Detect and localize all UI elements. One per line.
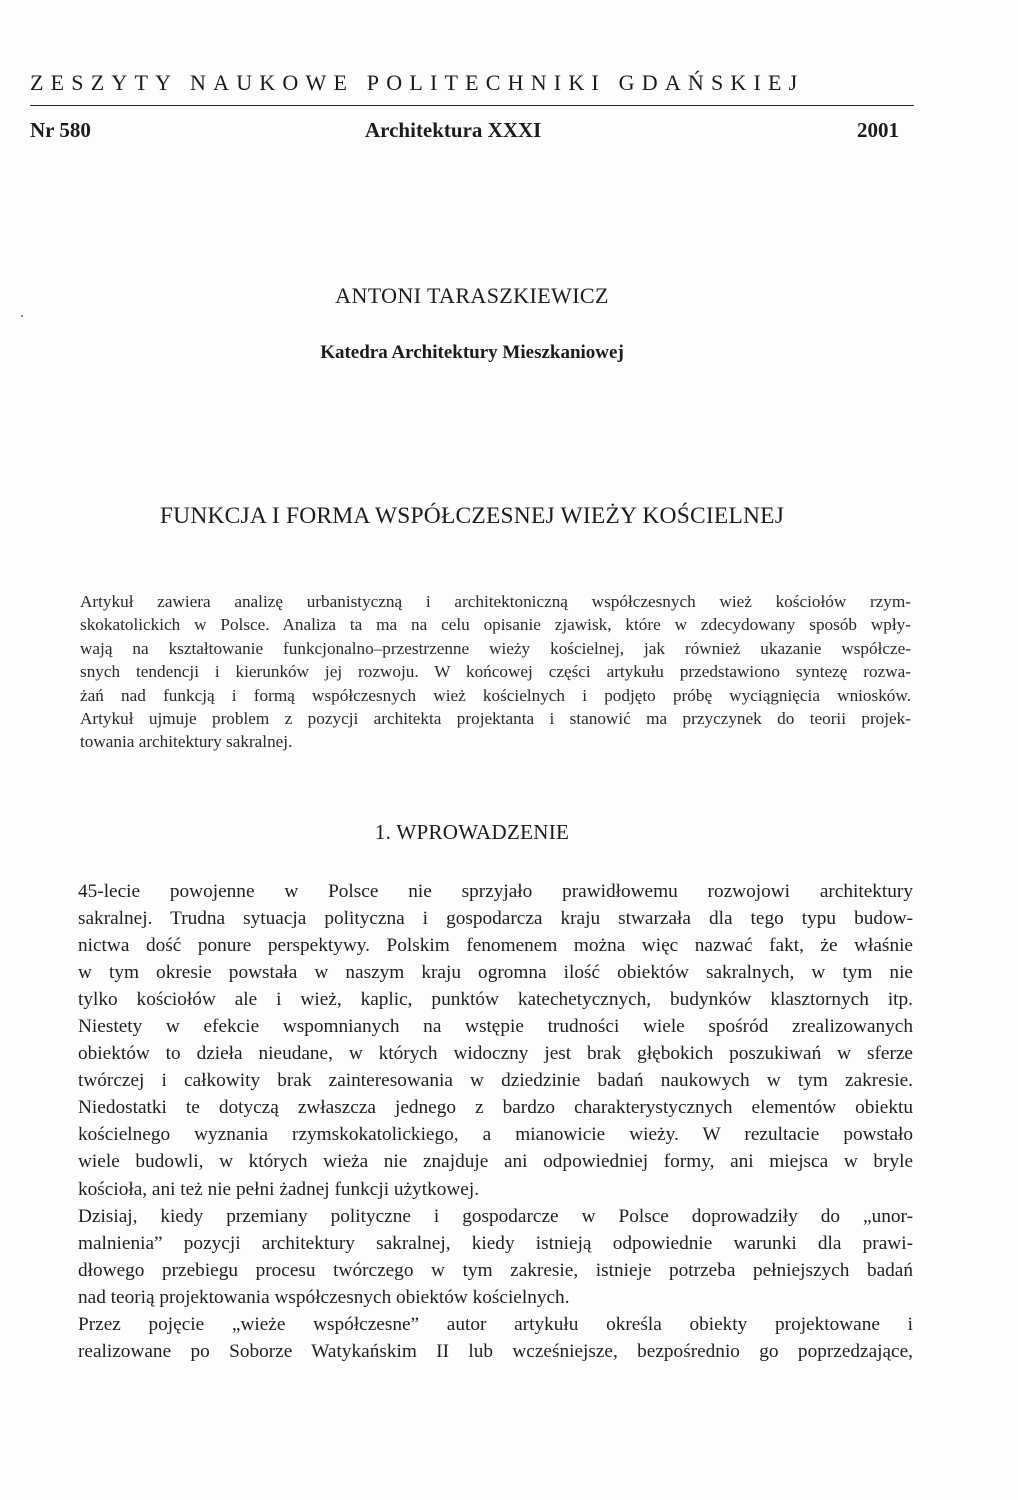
abstract-line: towania architektury sakralnej. bbox=[80, 732, 293, 752]
abstract-line: Artykuł zawiera analizę urbanistyczną i architektoniczną współczesnych wież kościołów rzym- bbox=[80, 592, 911, 611]
paragraph bbox=[78, 1203, 913, 1311]
abstract-line: snych tendencji i kierunków jej rozwoju. W końcowej części artykułu przedstawiono syntezę rozwa- bbox=[80, 662, 911, 682]
section-heading: 1. WPROWADZENIE bbox=[374, 820, 570, 844]
abstract-line: wają na kształtowanie funkcjonalno–przestrzenne wieży kościelnej, jak również ukazanie współcze- bbox=[80, 638, 911, 658]
abstract-line: żań nad funkcją i formą współczesnych wież kościelnych i podjęto próbę wyciągnięcia wniosków. bbox=[80, 685, 911, 705]
text-line: tylko kościołów ale i wież, kaplic, punktów katechetycznych, budynków klasztornych itp. bbox=[78, 989, 913, 1011]
text-line: kościoła, ani też nie pełni żadnej funkcji użytkowej. bbox=[78, 1178, 480, 1200]
abstract-line: Artykuł ujmuje problem z pozycji architekta projektanta i stanowić ma przyczynek do teorii projek- bbox=[80, 709, 911, 729]
author-department: Katedra Architektury Mieszkaniowej bbox=[320, 342, 624, 363]
text-line: Niestety w efekcie wspomnianych na wstępie trudności wiele spośród zrealizowanych bbox=[78, 1016, 913, 1038]
paragraph bbox=[78, 878, 913, 1203]
text-line: Przez pojęcie „wieże współczesne” autor artykułu określa obiekty projektowane i bbox=[78, 1313, 913, 1335]
text-line: obiektów to dzieła nieudane, w których widoczny jest brak głębokich poszukiwań w sferze bbox=[78, 1043, 913, 1065]
text-line: Niedostatki te dotyczą zwłaszcza jednego z bardzo charakterystycznych elementów obiektu bbox=[78, 1097, 913, 1119]
article-title: FUNKCJA I FORMA WSPÓŁCZESNEJ WIEŻY KOŚCIELNEJ bbox=[159, 503, 785, 529]
text-line: twórczej i całkowity brak zainteresowania w dziedzinie badań naukowych w tym zakresie. bbox=[78, 1070, 913, 1092]
text-line: sakralnej. Trudna sytuacja polityczna i gospodarcza kraju stwarzała dla tego typu budow- bbox=[78, 908, 913, 930]
author-name: ANTONI TARASZKIEWICZ bbox=[335, 283, 609, 308]
text-line: malnienia” pozycji architektury sakralnej, kiedy istnieją odpowiednie warunki dla prawi- bbox=[78, 1232, 913, 1254]
scan-speck bbox=[21, 315, 23, 317]
text-line: nictwa dość ponure perspektywy. Polskim fenomenem można więc nazwać fakt, że właśnie bbox=[78, 935, 913, 957]
abstract bbox=[80, 590, 911, 754]
body-text bbox=[78, 878, 913, 1365]
text-line: nad teorią projektowania współczesnych obiektów kościelnych. bbox=[78, 1286, 570, 1308]
issue-number: Nr 580 bbox=[30, 118, 91, 142]
series-name: Architektura XXXI bbox=[365, 118, 542, 142]
text-line: dłowego przebiegu procesu twórczego w tym zakresie, istnieje potrzeba pełniejszych badań bbox=[78, 1259, 913, 1281]
text-line: w tym okresie powstała w naszym kraju ogromna ilość obiektów sakralnych, w tym nie bbox=[78, 962, 913, 984]
text-line: 45-lecie powojenne w Polsce nie sprzyjało prawidłowemu rozwojowi architektury bbox=[78, 881, 913, 902]
publication-year: 2001 bbox=[857, 118, 899, 142]
text-line: wiele budowli, w których wieża nie znajduje ani odpowiedniej formy, ani miejsca w bryle bbox=[78, 1151, 913, 1173]
paragraph bbox=[78, 1311, 913, 1365]
text-line: Dzisiaj, kiedy przemiany polityczne i gospodarcze w Polsce doprowadziły do „unor- bbox=[78, 1205, 913, 1227]
text-line: realizowane po Soborze Watykańskim II lub wcześniejsze, bezpośrednio go poprzedzające, bbox=[78, 1340, 913, 1362]
journal-title: ZESZYTY NAUKOWE POLITECHNIKI GDAŃSKIEJ bbox=[30, 70, 805, 95]
text-line: kościelnego wyznania rzymskokatolickiego, a mianowicie wieży. W rezultacie powstało bbox=[78, 1124, 913, 1146]
abstract-line: skokatolickich w Polsce. Analiza ta ma na celu opisanie zjawisk, które w zdecydowany sposób wpły- bbox=[80, 615, 911, 635]
header-rule bbox=[30, 105, 914, 106]
